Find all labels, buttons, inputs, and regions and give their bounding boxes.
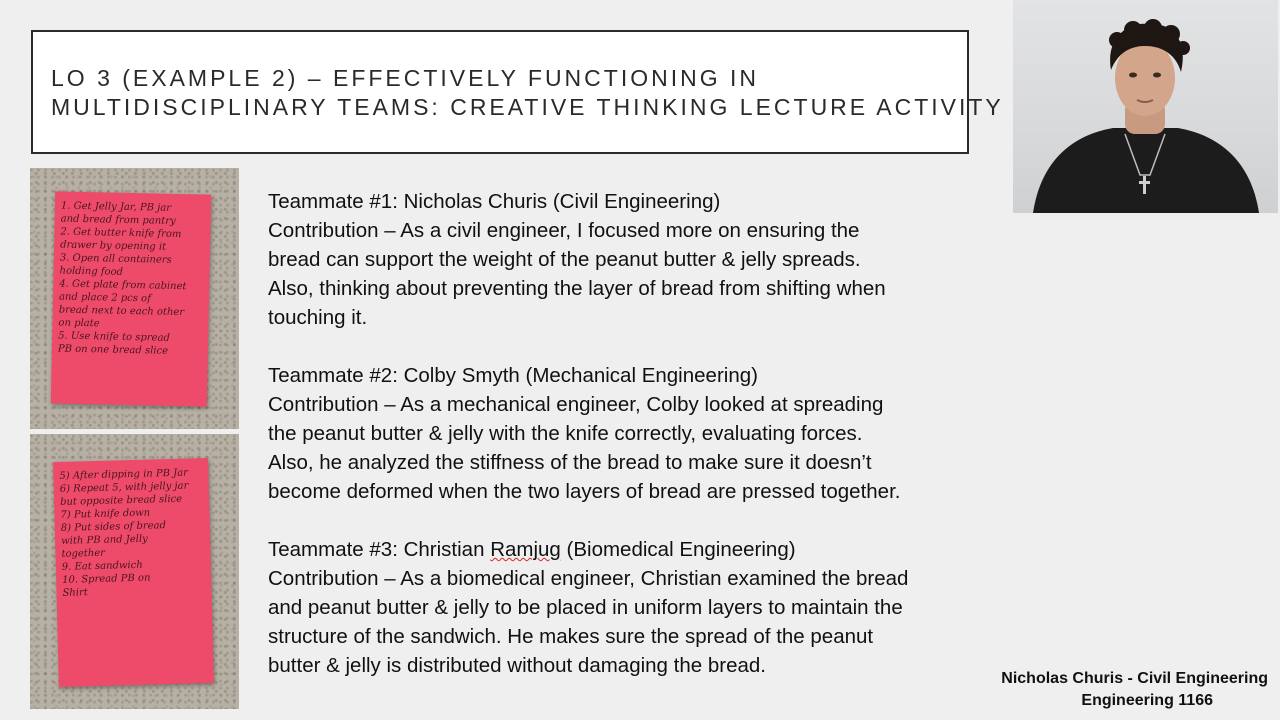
note-text-line: and place 2 pcs of: [58, 291, 151, 305]
note-text-line: 5) After dipping in PB Jar: [59, 467, 189, 482]
teammate-block-2: [268, 361, 968, 506]
note-text-line: bread next to each other: [58, 304, 185, 319]
teammate-heading: [268, 535, 968, 564]
note-text-line: 4. Get plate from cabinet: [59, 278, 187, 293]
contribution-line: the peanut butter & jelly with the knife correctly, evaluating forces.: [268, 422, 863, 445]
presenter-person-icon: [1013, 0, 1278, 213]
note-text-line: drawer by opening it: [60, 239, 167, 253]
note-text-line: PB on one bread slice: [57, 343, 169, 357]
heading-prefix: Teammate #3: Christian: [268, 538, 491, 561]
note-text-line: on plate: [58, 317, 100, 330]
contribution-line: structure of the sandwich. He makes sure the spread of the peanut: [268, 625, 874, 648]
spellcheck-flagged-word: Ramjug: [490, 538, 561, 561]
note-text-line: with PB and Jelly: [61, 533, 148, 547]
contribution-line: Contribution – As a mechanical engineer, Colby looked at spreading: [268, 393, 884, 416]
note-text-line: 10. Spread PB on: [62, 572, 151, 586]
contribution-line: and peanut butter & jelly to be placed in uniform layers to maintain the: [268, 596, 903, 619]
note-text-line: and bread from pantry: [60, 213, 176, 227]
contribution-line: Contribution – As a biomedical engineer, Christian examined the bread: [268, 567, 909, 590]
slide-title-line-1: LO 3 (EXAMPLE 2) – EFFECTIVELY FUNCTIONING IN: [51, 65, 759, 91]
teammate-block-3: [268, 535, 968, 680]
heading-suffix: (Biomedical Engineering): [560, 538, 796, 561]
teammate-heading: Teammate #1: Nicholas Churis (Civil Engineering): [268, 190, 721, 213]
note-text-line: together: [61, 547, 106, 560]
note-text-line: 2. Get butter knife from: [60, 226, 182, 241]
sticky-note-1: [51, 191, 211, 406]
note-text-line: but opposite bread slice: [59, 493, 183, 508]
note-text-line: 1. Get Jelly Jar, PB jar: [60, 200, 172, 214]
footer-course: Engineering 1166: [1081, 692, 1213, 709]
note-text-line: 5. Use knife to spread: [58, 330, 170, 344]
contribution-line: become deformed when the two layers of bread are pressed together.: [268, 480, 901, 503]
note-text-line: holding food: [59, 265, 124, 278]
note-text-line: 3. Open all containers: [59, 252, 172, 266]
slide-title-box: [31, 30, 1004, 154]
contribution-line: bread can support the weight of the peanut butter & jelly spreads.: [268, 248, 861, 271]
footer-author: Nicholas Churis - Civil Engineering: [1001, 670, 1268, 687]
webcam-video-feed: [1013, 0, 1278, 213]
contribution-line: Contribution – As a civil engineer, I focused more on ensuring the: [268, 219, 860, 242]
sticky-note-photo-1: [30, 168, 239, 429]
note-text-line: 9. Eat sandwich: [61, 559, 143, 573]
note-text-line: Shirt: [62, 587, 88, 599]
contribution-line: butter & jelly is distributed without damaging the bread.: [268, 654, 766, 677]
note-text-line: 6) Repeat 5, with jelly jar: [59, 480, 189, 495]
contribution-line: Also, thinking about preventing the layer of bread from shifting when: [268, 277, 886, 300]
teammate-block-1: [268, 187, 968, 332]
teammate-heading: Teammate #2: Colby Smyth (Mechanical Engineering): [268, 364, 758, 387]
sticky-note-photo-2: [30, 434, 239, 709]
contribution-line: Also, he analyzed the stiffness of the bread to make sure it doesn’t: [268, 451, 872, 474]
note-text-line: 7) Put knife down: [60, 507, 151, 521]
sticky-note-2: [53, 458, 214, 687]
note-text-line: 8) Put sides of bread: [60, 520, 167, 534]
contribution-line: touching it.: [268, 306, 368, 329]
teammate-contributions: [268, 187, 968, 709]
slide-title-line-2: MULTIDISCIPLINARY TEAMS: CREATIVE THINKING LECTURE ACTIVITY: [51, 94, 1004, 120]
